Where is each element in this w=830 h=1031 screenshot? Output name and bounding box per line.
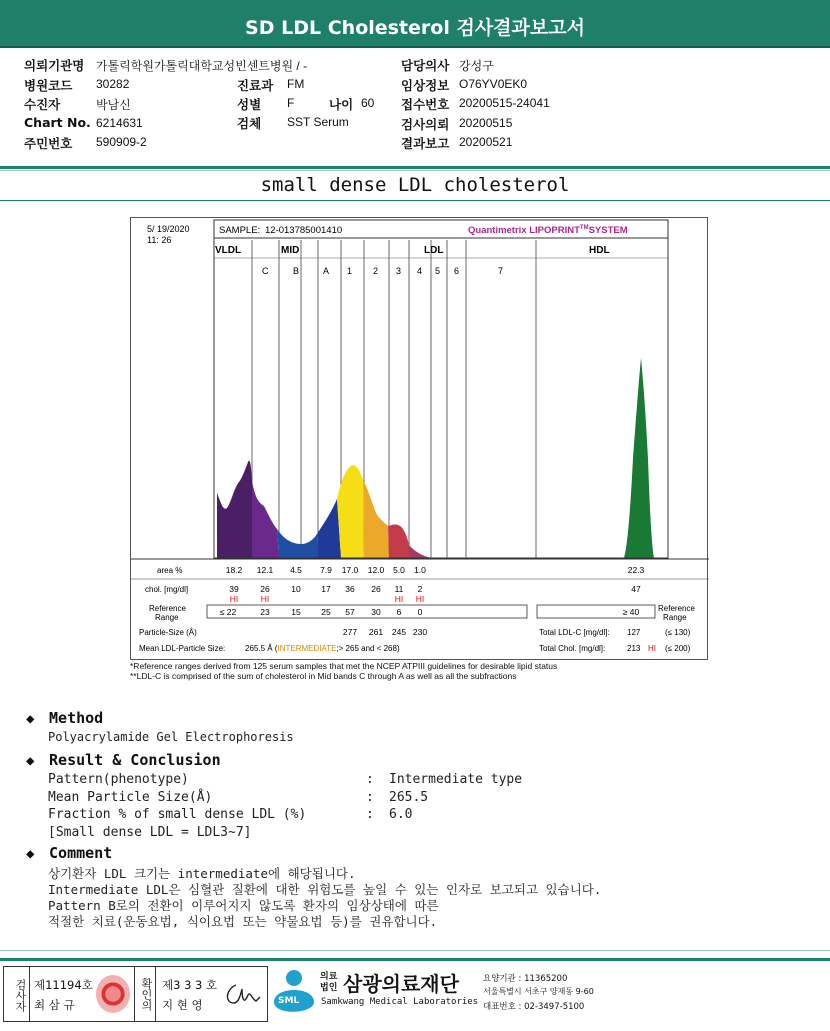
ref-cell: 0 xyxy=(417,607,423,617)
diamond-icon: ◆ xyxy=(26,753,35,769)
area-cell: 18.2 xyxy=(225,565,243,575)
band-hdl: HDL xyxy=(589,245,610,256)
hi-flag: HI xyxy=(394,594,404,604)
age-value: 60 xyxy=(361,96,375,110)
result-value: 265.5 xyxy=(389,790,429,805)
row-label-area: area % xyxy=(157,566,183,575)
result-value: Intermediate type xyxy=(389,772,523,787)
sub-band-label: 3 xyxy=(396,266,402,276)
row-label-ref1: Reference xyxy=(149,604,186,613)
department-label: 진료과 xyxy=(237,78,274,93)
org-name: 삼광의료재단 xyxy=(343,972,459,996)
band-vldl: VLDL xyxy=(215,245,242,256)
sml-logo xyxy=(272,966,316,1018)
total-chol-range: (≤ 200) xyxy=(665,644,691,653)
comment-line: 상기환자 LDL 크기는 intermediate에 해당됩니다. xyxy=(48,866,356,881)
method-heading xyxy=(26,709,103,727)
row-label-ref2: Range xyxy=(155,613,179,622)
doctor-value: 강성구 xyxy=(459,59,494,73)
electrophoresis-figure xyxy=(131,218,709,661)
band-mid: MID xyxy=(281,245,300,256)
diamond-icon: ◆ xyxy=(26,711,35,727)
footnote-2: **LDL-C is comprised of the sum of cholesterol in Mid bands C through A as well as all the subfractions xyxy=(130,671,517,681)
clinical-label: 임상정보 xyxy=(401,78,450,93)
footnote-1: *Reference ranges derived from 125 serum samples that met the NCEP ATPIII guidelines for desirable lipid status xyxy=(130,661,558,671)
inspector-name: 최 삼 규 xyxy=(34,998,75,1012)
ref-side-2: Range xyxy=(663,613,687,622)
chart-no-value: 6214631 xyxy=(96,116,143,130)
area-cell: 17.0 xyxy=(341,565,359,575)
signature-mark xyxy=(222,979,262,1009)
area-cell: 5.0 xyxy=(393,565,405,575)
area-cell: 12.1 xyxy=(256,565,274,575)
peak-vldl xyxy=(217,461,252,558)
org-code: 요양기관 : 11365200 xyxy=(483,974,568,984)
run-time: 11: 26 xyxy=(147,235,172,245)
peak-hdl xyxy=(624,358,654,558)
peak-ldl4 xyxy=(409,545,431,558)
sub-band-label: 2 xyxy=(373,266,379,276)
divider xyxy=(0,170,830,171)
total-ldl-label: Total LDL-C [mg/dl]: xyxy=(539,628,610,637)
report-date-label: 결과보고 xyxy=(401,136,450,151)
sub-band-label: C xyxy=(262,266,269,276)
institution-label: 의뢰기관명 xyxy=(24,58,85,73)
chart-no-label: Chart No. xyxy=(24,115,91,130)
result-label: Pattern(phenotype) xyxy=(48,772,189,787)
recipient-value: 박남신 xyxy=(96,98,131,112)
specimen-label: 검체 xyxy=(237,116,262,131)
chol-cell: 2 xyxy=(417,584,423,594)
particle-size-cell: 245 xyxy=(391,627,407,637)
chol-cell: 11 xyxy=(394,584,404,594)
area-cell: 1.0 xyxy=(414,565,426,575)
ref-cell-hdl: ≥ 40 xyxy=(622,607,640,617)
result-label: Fraction % of small dense LDL (%) xyxy=(48,807,307,822)
sub-band-label: 6 xyxy=(454,266,460,276)
peak-ldl2 xyxy=(363,480,389,558)
sample-label: SAMPLE: xyxy=(219,225,261,236)
chol-cell: 26 xyxy=(260,584,270,594)
sex-label: 성별 xyxy=(237,97,262,112)
specimen-value: SST Serum xyxy=(287,115,349,129)
band-ldl: LDL xyxy=(424,245,444,256)
total-ldl-range: (≤ 130) xyxy=(665,628,691,637)
receipt-no-value: 20200515-24041 xyxy=(459,96,550,110)
ref-cell: 15 xyxy=(291,607,301,617)
sub-band-label: 7 xyxy=(498,266,504,276)
area-cell: 7.9 xyxy=(320,565,332,575)
department-value: FM xyxy=(287,77,305,91)
particle-size-cell: 230 xyxy=(412,627,428,637)
result-sep: : xyxy=(366,772,374,787)
sample-id: 12-013785001410 xyxy=(265,225,343,236)
result-note: [Small dense LDL = LDL3~7] xyxy=(48,825,252,840)
signature-box xyxy=(3,966,268,1022)
area-cell-hdl: 22.3 xyxy=(627,565,645,575)
system-suffix: SYSTEM xyxy=(588,225,628,236)
comment-line: Intermediate LDL은 심혈관 질환에 대한 위험도를 높일 수 있는 인자로 보고되고 있습니다. xyxy=(48,882,602,897)
report-header xyxy=(0,0,830,48)
resident-no-value: 590909-2 xyxy=(96,135,147,149)
result-sep: : xyxy=(366,790,374,805)
diamond-icon: ◆ xyxy=(26,846,35,862)
chol-cell: 39 xyxy=(229,584,239,594)
system-tm: TM xyxy=(579,225,589,231)
row-label-mean: Mean LDL-Particle Size: xyxy=(139,644,226,653)
org-phone: 대표번호 : 02-3497-5100 xyxy=(483,1002,585,1012)
request-label: 검사의뢰 xyxy=(401,117,450,132)
mean-size: 265.5 Å ( xyxy=(245,644,278,653)
section-title: small dense LDL cholesterol xyxy=(260,174,570,196)
system-brand: Quantimetrix LIPOPRINT xyxy=(468,225,580,236)
divider xyxy=(0,958,830,961)
ref-cell: 30 xyxy=(371,607,381,617)
particle-size-cell: 261 xyxy=(368,627,384,637)
receipt-no-label: 접수번호 xyxy=(401,97,450,112)
area-cell: 12.0 xyxy=(367,565,385,575)
confirmer-name: 지 현 영 xyxy=(162,998,203,1012)
ref-cell: 25 xyxy=(321,607,331,617)
plot-frame xyxy=(214,220,668,559)
area-cell: 4.5 xyxy=(290,565,302,575)
mean-range: ;> 265 and < 268) xyxy=(336,644,400,653)
hi-flag: HI xyxy=(260,594,270,604)
ref-box-ldl xyxy=(207,605,527,618)
doctor-label: 담당의사 xyxy=(401,58,450,73)
divider xyxy=(0,166,830,169)
ref-cell: 23 xyxy=(260,607,270,617)
org-address: 서울특별시 서초구 양재동 9-60 xyxy=(483,987,594,996)
ref-cell: 6 xyxy=(396,607,402,617)
peak-c xyxy=(252,481,279,558)
org-english: Samkwang Medical Laboratories xyxy=(321,997,479,1007)
result-label: Mean Particle Size(Å) xyxy=(48,790,213,805)
peak-ldl3 xyxy=(388,524,409,558)
lipoprint-panel xyxy=(130,217,708,660)
peak-a xyxy=(317,499,341,558)
total-ldl-value: 127 xyxy=(627,628,641,637)
mean-value xyxy=(245,644,400,653)
total-chol-flag: HI xyxy=(648,644,656,653)
peak-b xyxy=(277,529,318,558)
result-value: 6.0 xyxy=(389,807,413,822)
sub-band-label: B xyxy=(293,266,300,276)
patient-info xyxy=(0,50,830,166)
result-title: Result & Conclusion xyxy=(49,751,221,769)
request-value: 20200515 xyxy=(459,116,513,130)
method-text: Polyacrylamide Gel Electrophoresis xyxy=(48,730,294,744)
chol-cell: 26 xyxy=(371,584,381,594)
chol-cell-hdl: 47 xyxy=(631,584,641,594)
divider xyxy=(0,200,830,201)
clinical-value: O76YV0EK0 xyxy=(459,77,528,91)
comment-heading xyxy=(26,844,112,862)
resident-no-label: 주민번호 xyxy=(24,136,73,151)
sml-logo-icon xyxy=(272,966,316,1018)
row-label-psize: Particle-Size (Å) xyxy=(139,628,197,637)
hi-flag: HI xyxy=(229,594,239,604)
result-sep: : xyxy=(366,807,374,822)
ref-cell: 57 xyxy=(345,607,355,617)
sub-band-label: 1 xyxy=(347,266,353,276)
result-heading xyxy=(26,751,221,769)
org-prefix: 의료법인 xyxy=(320,972,338,993)
inspector-no: 제11194호 xyxy=(34,978,93,992)
particle-size-cell: 277 xyxy=(342,627,358,637)
inspector-seal xyxy=(96,975,130,1013)
report-date-value: 20200521 xyxy=(459,135,513,149)
hospital-code-label: 병원코드 xyxy=(24,78,73,93)
sub-band-label: 5 xyxy=(435,266,441,276)
sml-badge: SML xyxy=(278,996,300,1006)
hospital-code-value: 30282 xyxy=(96,77,130,91)
chol-cell: 17 xyxy=(321,584,331,594)
sub-band-label: A xyxy=(323,266,330,276)
mean-type: INTERMEDIATE xyxy=(277,644,337,653)
comment-line: Pattern B로의 전환이 이루어지지 않도록 환자의 임상상태에 따른 xyxy=(48,898,439,913)
ref-side-1: Reference xyxy=(658,604,695,613)
chol-cell: 10 xyxy=(291,584,301,594)
system-name xyxy=(468,225,628,236)
sub-band-label: 4 xyxy=(417,266,423,276)
ref-cell: ≤ 22 xyxy=(219,607,237,617)
run-date: 5/ 19/2020 xyxy=(147,224,190,234)
row-label-chol: chol. [mg/dl] xyxy=(145,585,189,594)
confirmer-no: 제3 3 3 호 xyxy=(162,978,218,992)
inspector-label: 검사자 xyxy=(8,967,30,1021)
hi-flag: HI xyxy=(415,594,425,604)
comment-line: 적절한 치료(운동요법, 식이요법 또는 약물요법 등)를 권유합니다. xyxy=(48,914,438,929)
total-chol-label: Total Chol. [mg/dl]: xyxy=(539,644,606,653)
sex-value: F xyxy=(287,96,295,110)
method-title: Method xyxy=(49,709,104,727)
confirmer-label: 확인의 xyxy=(134,967,156,1021)
institution-value: 가톨릭학원가톨릭대학교성빈센트병원 / - xyxy=(96,59,308,73)
comment-title: Comment xyxy=(49,844,113,862)
chol-cell: 36 xyxy=(345,584,355,594)
age-label: 나이 xyxy=(329,97,354,112)
divider xyxy=(0,950,830,951)
total-chol-value: 213 xyxy=(627,644,641,653)
report-title: SD LDL Cholesterol 검사결과보고서 xyxy=(245,17,585,39)
recipient-label: 수진자 xyxy=(24,97,61,112)
